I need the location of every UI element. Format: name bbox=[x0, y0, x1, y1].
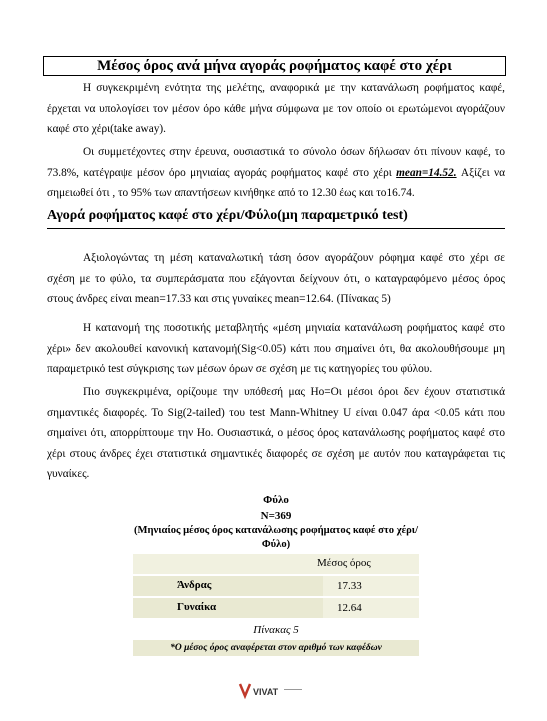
paragraph-intro bbox=[47, 78, 505, 140]
table-row-value: 17.33 bbox=[323, 576, 419, 596]
paragraph-results-text-b: Αξίζει να σημειωθεί ότι , το 95% των απαντήσεων κινήθηκε από το 12.30 έως και το16.74. bbox=[47, 166, 505, 199]
table-row-value: 12.64 bbox=[323, 598, 419, 618]
paragraph-gender-means bbox=[47, 248, 505, 310]
page-title: Μέσος όρος ανά μήνα αγοράς ροφήματος καφέ στο χέρι bbox=[43, 56, 506, 76]
paragraph-results-text-a: Οι συμμετέχοντες στην έρευνα, ουσιαστικά το σύνολο όσων δήλωσαν ότι πίνουν καφέ, το 73.8%, κατέγραψε μέσον όρο μηνιαίας αγοράς ροφήματος καφέ στο χέρι bbox=[47, 146, 505, 179]
paragraph-distribution bbox=[47, 318, 505, 380]
paragraph-distribution-text: Η κατανομή της ποσοτικής μεταβλητής «μέση μηνιαία κατανάλωση ροφήματος καφέ στο χέρι» δεν ακολουθεί κανονική κατανομή(Sig<0.05) κάτι που σημαίνει ότι, θα ακολουθήσουμε μη παραμετρικό test σύγκρισης των μέσων όρων σε σχέση με τις κατηγορίες του φύλου. bbox=[47, 322, 505, 375]
table-title: Φύλο bbox=[263, 494, 289, 506]
gender-mean-table bbox=[133, 492, 419, 656]
section-heading: Αγορά ροφήματος καφέ στο χέρι/Φύλο(μη παραμετρικό test) bbox=[47, 206, 505, 229]
mean-value-highlight: mean=14.52. bbox=[396, 166, 457, 179]
table-note: *Ο μέσος όρος αναφέρεται στον αριθμό των καφέδων bbox=[133, 640, 419, 656]
table-row bbox=[133, 598, 419, 618]
paragraph-intro-text: Η συγκεκριμένη ενότητα της μελέτης, αναφορικά με την κατανάλωση ροφήματος καφέ, έρχεται να υπολογίσει τον μέσον όρο κάθε μήνα σύμφωνα με τον οποίο οι ερωτώμενοι αγοράζουν καφέ στο χέρι(take away). bbox=[47, 82, 505, 135]
table-row bbox=[133, 576, 419, 596]
paragraph-results bbox=[47, 142, 505, 204]
table-row-label: Γυναίκα bbox=[177, 601, 217, 613]
table-sample-size: N=369 bbox=[260, 510, 292, 522]
table-subtitle: (Μηνιαίος μέσος όρος κατανάλωσης ροφήματος καφέ στο χέρι/Φύλο) bbox=[133, 525, 419, 550]
table-header-row bbox=[133, 554, 419, 574]
paragraph-hypothesis bbox=[47, 382, 505, 485]
logo-text: VIVAT bbox=[253, 687, 279, 697]
vivat-logo bbox=[236, 680, 316, 700]
paragraph-hypothesis-text: Πιο συγκεκριμένα, ορίζουμε την υπόθεσή μας Ho=Οι μέσοι όροι δεν έχουν στατιστικά σημαντικές διαφορές. Το Sig(2-tailed) του test Mann-Whitney U είναι 0.047 άρα <0.05 κάτι που σημαίνει ότι, απορρίπτουμε την Ho. Ουσιαστικά, ο μέσος όρος κατανάλωσης ροφήματος καφέ στο χέρι στους άνδρες έχει στατιστικά σημαντικές διαφορές σε σχέση με αυτόν που καταγράφεται τις γυναίκες. bbox=[47, 386, 505, 480]
table-row-label: Άνδρας bbox=[177, 579, 212, 591]
table-column-header: Μέσος όρος bbox=[317, 557, 371, 569]
paragraph-gender-means-text: Αξιολογώντας τη μέση καταναλωτική τάση όσον αγοράζουν ρόφημα καφέ στο χέρι σε σχέση με το φύλο, τα συμπεράσματα που εξάγονται δείχνουν ότι, ο καταγραφόμενο μέσος όρος στους άνδρες είναι mean=17.33 και στις γυναίκες mean=12.64. (Πίνακας 5) bbox=[47, 252, 505, 305]
table-caption: Πίνακας 5 bbox=[253, 624, 299, 636]
